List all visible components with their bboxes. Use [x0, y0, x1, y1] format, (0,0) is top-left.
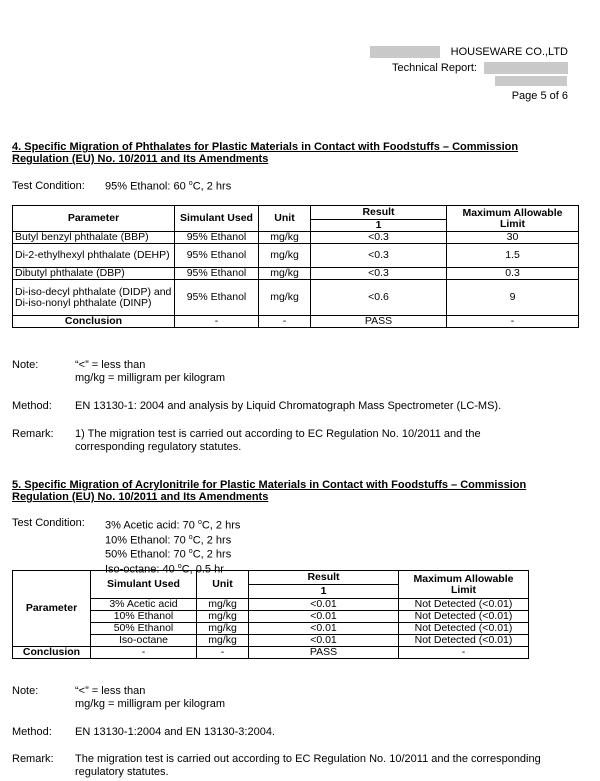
- cell-result: <0.3: [311, 232, 447, 244]
- note-line: mg/kg = milligram per kilogram: [75, 698, 226, 710]
- test-condition: 95% Ethanol: 60 $^o$C, 2 hrs: [105, 180, 232, 193]
- cell-unit: mg/kg: [197, 623, 249, 635]
- cell-simulant: 10% Ethanol: [91, 611, 197, 623]
- section-title: [12, 479, 578, 503]
- cell-simulant: 95% Ethanol: [175, 268, 259, 280]
- cell-unit: mg/kg: [197, 611, 249, 623]
- cell-simulant: 95% Ethanol: [175, 244, 259, 268]
- table-row: [13, 244, 579, 268]
- cell-max: Not Detected (<0.01): [399, 635, 529, 647]
- conclusion-label: Conclusion: [13, 316, 175, 328]
- page-number: Page 5 of 6: [511, 90, 568, 102]
- header-result: Result: [249, 571, 399, 585]
- cell-max: 0.3: [447, 268, 579, 280]
- cell-result: <0.01: [249, 635, 399, 647]
- remark-line: regulatory statutes.: [75, 766, 169, 778]
- cell-simulant: 95% Ethanol: [175, 280, 259, 316]
- header-simulant: Simulant Used: [91, 571, 197, 599]
- note-line: “<” = less than: [75, 685, 146, 697]
- test-conditions: [105, 517, 240, 576]
- cell-simulant: Iso-octane: [91, 635, 197, 647]
- cell-max: Not Detected (<0.01): [399, 623, 529, 635]
- table-row: [13, 611, 529, 623]
- note-text: [75, 359, 225, 385]
- cell-result: <0.01: [249, 623, 399, 635]
- table-row: [13, 623, 529, 635]
- header-simulant: Simulant Used: [175, 206, 259, 232]
- cell-parameter: Di-iso-decyl phthalate (DIDP) and Di-iso-nonyl phthalate (DINP): [13, 280, 175, 316]
- header-max-limit: Maximum Allowable Limit: [399, 571, 529, 599]
- cell-max: Not Detected (<0.01): [399, 611, 529, 623]
- test-condition-line: 3% Acetic acid: 70 $^o$C, 2 hrs: [105, 519, 241, 532]
- cell-unit: -: [259, 316, 311, 328]
- remark-label: Remark:: [12, 753, 54, 765]
- cell-unit: mg/kg: [259, 232, 311, 244]
- remark-line: 1) The migration test is carried out according to EC Regulation No. 10/2011 and the: [75, 428, 481, 440]
- table-row: [13, 635, 529, 647]
- cell-unit: -: [197, 647, 249, 659]
- cell-result: <0.3: [311, 244, 447, 268]
- section-title-line: Regulation (EU) No. 10/2011 and Its Amendments: [12, 491, 269, 503]
- test-condition-label: Test Condition:: [12, 517, 85, 529]
- remark-label: Remark:: [12, 428, 54, 440]
- table-row: [13, 232, 579, 244]
- remark-text: [75, 753, 541, 779]
- cell-max: 30: [447, 232, 579, 244]
- redacted-block: [484, 62, 568, 74]
- phthalates-table: [12, 205, 579, 328]
- method-text: EN 13130-1:2004 and EN 13130-3:2004.: [75, 726, 275, 738]
- cell-result: <0.01: [249, 611, 399, 623]
- table-row: [13, 280, 579, 316]
- cell-parameter: Butyl benzyl phthalate (BBP): [13, 232, 175, 244]
- method-label: Method:: [12, 400, 52, 412]
- cell-unit: mg/kg: [259, 244, 311, 268]
- cell-parameter: Di-2-ethylhexyl phthalate (DEHP): [13, 244, 175, 268]
- report-label: Technical Report:: [392, 62, 477, 74]
- note-line: mg/kg = milligram per kilogram: [75, 372, 226, 384]
- header-unit: Unit: [259, 206, 311, 232]
- cell-result: PASS: [311, 316, 447, 328]
- note-text: [75, 685, 225, 711]
- table-row: [13, 599, 529, 611]
- section-title-line: 4. Specific Migration of Phthalates for Plastic Materials in Contact with Foodstuffs – Commission: [12, 141, 519, 153]
- remark-line: The migration test is carried out according to EC Regulation No. 10/2011 and the corresponding: [75, 753, 541, 765]
- section-title-line: Regulation (EU) No. 10/2011 and Its Amendments: [12, 153, 269, 165]
- cell-simulant: 95% Ethanol: [175, 232, 259, 244]
- redacted-block: [370, 46, 440, 58]
- note-label: Note:: [12, 685, 39, 697]
- header-max-limit: Maximum Allowable Limit: [447, 206, 579, 232]
- table-row: [13, 268, 579, 280]
- conclusion-row: [13, 647, 529, 659]
- cell-simulant: -: [175, 316, 259, 328]
- cell-simulant: 3% Acetic acid: [91, 599, 197, 611]
- method-label: Method:: [12, 726, 52, 738]
- cell-max: Not Detected (<0.01): [399, 599, 529, 611]
- cell-result: <0.6: [311, 280, 447, 316]
- header-result: Result: [311, 206, 447, 220]
- cell-max: 9: [447, 280, 579, 316]
- cell-result: PASS: [249, 647, 399, 659]
- remark-line: corresponding regulatory statutes.: [75, 441, 242, 453]
- section-title-line: 5. Specific Migration of Acrylonitrile for Plastic Materials in Contact with Foodstuffs – Commission: [12, 479, 527, 491]
- cell-unit: mg/kg: [259, 280, 311, 316]
- cell-max: 1.5: [447, 244, 579, 268]
- test-condition-line: Iso-octane: 40 $^o$C, 0.5 hr: [105, 562, 224, 576]
- note-label: Note:: [12, 359, 39, 371]
- redacted-block: [495, 76, 567, 86]
- cell-unit: mg/kg: [197, 635, 249, 647]
- header-parameter: Parameter: [13, 571, 91, 647]
- header-unit: Unit: [197, 571, 249, 599]
- header-result-sub: 1: [311, 220, 447, 232]
- header-parameter: Parameter: [13, 206, 175, 232]
- cell-result: <0.01: [249, 599, 399, 611]
- header-result-sub: 1: [249, 585, 399, 599]
- cell-max: -: [399, 647, 529, 659]
- test-condition-line: 50% Ethanol: 70 $^o$C, 2 hrs: [105, 548, 232, 561]
- conclusion-row: [13, 316, 579, 328]
- section-title: [12, 141, 578, 165]
- cell-unit: mg/kg: [259, 268, 311, 280]
- cell-parameter: Dibutyl phthalate (DBP): [13, 268, 175, 280]
- test-condition-line: 10% Ethanol: 70 $^o$C, 2 hrs: [105, 533, 232, 547]
- cell-simulant: -: [91, 647, 197, 659]
- remark-text: [75, 428, 481, 454]
- company-name: HOUSEWARE CO.,LTD: [450, 46, 568, 58]
- test-condition-label: Test Condition:: [12, 180, 85, 192]
- cell-result: <0.3: [311, 268, 447, 280]
- cell-max: -: [447, 316, 579, 328]
- cell-unit: mg/kg: [197, 599, 249, 611]
- conclusion-label: Conclusion: [13, 647, 91, 659]
- cell-simulant: 50% Ethanol: [91, 623, 197, 635]
- acrylonitrile-table: [12, 570, 529, 659]
- note-line: “<” = less than: [75, 359, 146, 371]
- method-text: EN 13130-1: 2004 and analysis by Liquid Chromatograph Mass Spectrometer (LC-MS).: [75, 400, 502, 412]
